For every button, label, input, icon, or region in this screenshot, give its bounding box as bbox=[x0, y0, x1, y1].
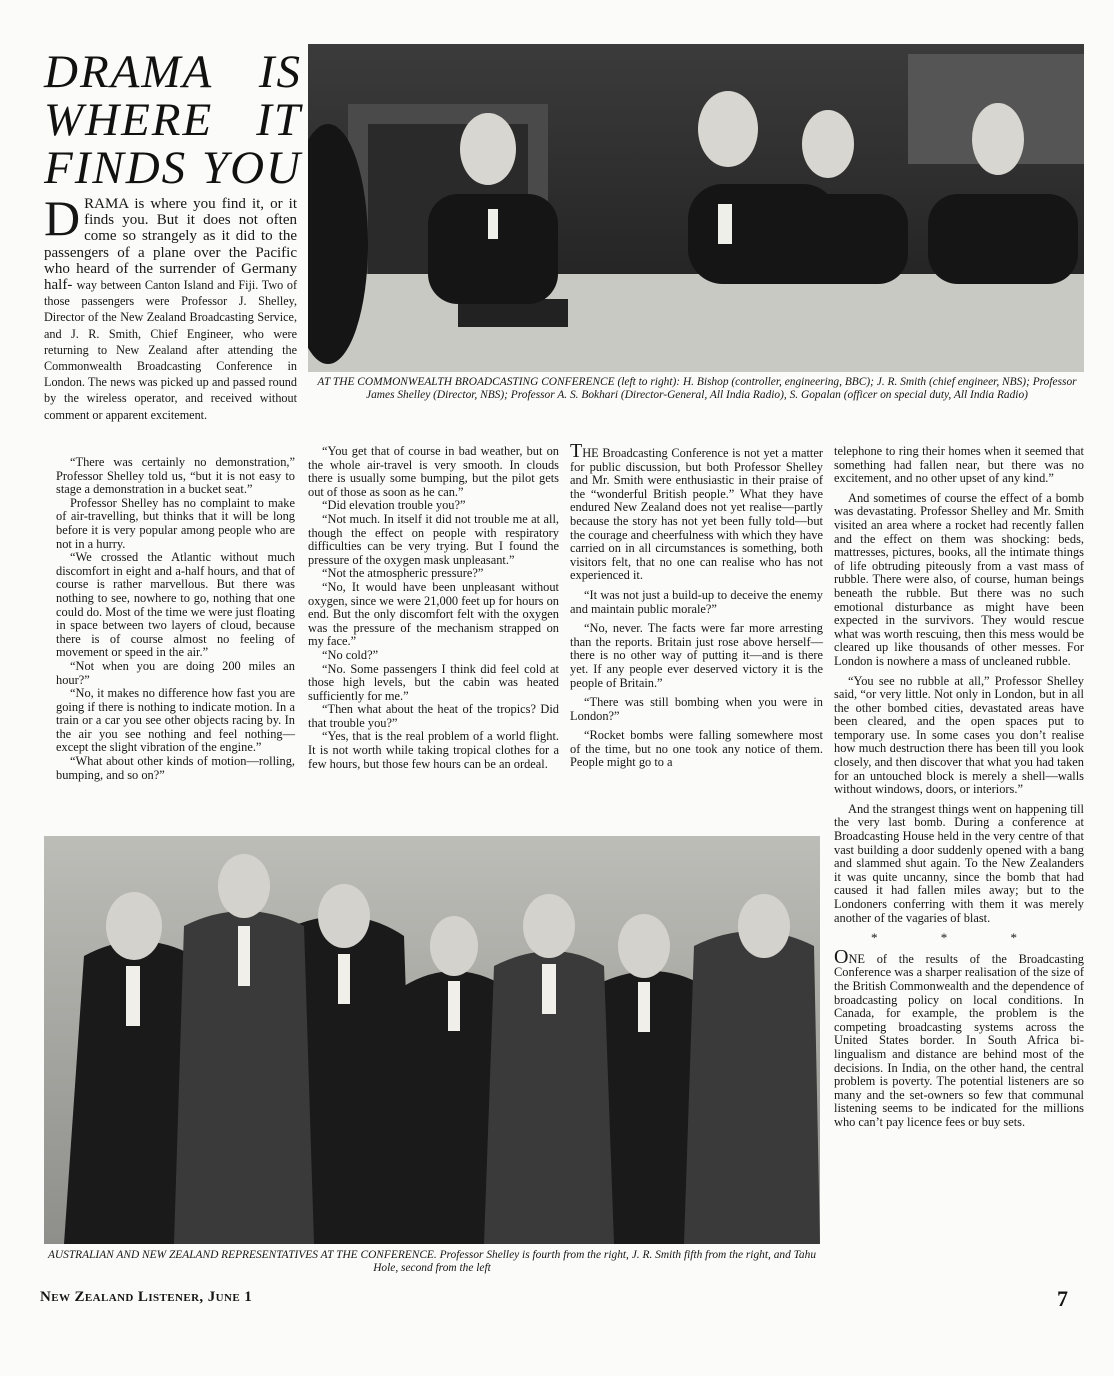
paragraph-first bbox=[570, 440, 823, 583]
paragraph: “No, it makes no difference how fast you are going if there is nothing to indicate motion. In a train or a car you see other objects racing by. In the air you see nothing and feel nothing—except the slight vibration of the engine.” bbox=[56, 686, 295, 755]
headline-line-2: WHERE IT bbox=[44, 94, 302, 146]
page-number: 7 bbox=[1057, 1286, 1068, 1311]
intro-paragraph bbox=[44, 190, 297, 423]
representatives-photo bbox=[44, 836, 820, 1244]
conference-table-image bbox=[308, 44, 1084, 372]
paragraph: “There was still bombing when you were in London?” bbox=[570, 695, 823, 723]
headline bbox=[44, 48, 302, 192]
paragraph: “You get that of course in bad weather, but on the whole air-travel is very smooth. In clouds there is usually some bumping, but the pilot gets out of those as soon as he can.” bbox=[308, 444, 559, 499]
paragraph: “Not the atmospheric pressure?” bbox=[322, 566, 484, 581]
caption-top-lead: AT THE COMMONWEALTH BROADCASTING CONFERENCE (left to right): bbox=[317, 376, 681, 388]
paragraph: “We crossed the Atlantic without much discomfort in eight and a-half hours, and that of course is rather marvellous. But there was nothing to see, nowhere to go, nothing that one could do. Most of the time we were just floating in space between two layers of cloud, because there is of course almost no feeling of movement or speed in the air.” bbox=[56, 550, 295, 660]
paragraph: “Not when you are doing 200 miles an hour?” bbox=[56, 658, 295, 687]
intro-lead: RAMA is where you find it, or it finds you. But it does not often come so strangely as it did to the passengers of a plane over the Pacific who heard of the surrender of Germany half- bbox=[44, 196, 297, 294]
column-3 bbox=[570, 440, 823, 770]
paragraph: “No. Some passengers I think did feel cold at those high levels, but the cabin was heated sufficiently for me.” bbox=[308, 661, 559, 703]
paragraph: “No, It would have been unpleasant without oxygen, since we were 21,000 feet up for hours on end. But the only discomfort felt with the oxygen was the pressure of the mechanism strapped on my face.” bbox=[308, 579, 559, 649]
caption-top bbox=[308, 376, 1086, 402]
publication-footer: New Zealand Listener, June 1 bbox=[40, 1289, 253, 1305]
column-4 bbox=[834, 445, 1084, 1130]
column-2 bbox=[308, 445, 559, 771]
paragraph: “Yes, that is the real problem of a world flight. It is not worth while taking tropical clothes for a few hours, but those few hours can be an ordeal. bbox=[308, 729, 559, 771]
caption-bottom-text: Professor Shelley is fourth from the right, J. R. Smith fifth from the right, and Tahu Hole, second from the left bbox=[373, 1249, 817, 1274]
column-1 bbox=[56, 456, 295, 782]
intro-rest: way between Canton Island and Fiji. Two of those passengers were Professor J. Shelley, Director of the New Zealand Broadcasting Service, and J. R. Smith, Chief Engineer, who were returning to New Zealand after attending the Commonwealth Broadcasting Conference in London. The news was picked up and passed round by the wireless operator, and received without comment or apparent excitement. bbox=[44, 278, 297, 422]
paragraph: “No, never. The facts were far more arresting than the reports. Britain just rose above herself—there is no other way of putting it—and is there yet. If any people ever deserved victory it is the people of Britain.” bbox=[570, 621, 823, 690]
caption-bottom bbox=[44, 1249, 820, 1275]
paragraph: “What about other kinds of motion—rolling, bumping, and so on?” bbox=[56, 754, 295, 782]
col4-first-text: NE of the results of the Broadcasting Conference was a sharper realisation of the size of the British Commonwealth and the dependence of broadcasting policy on local conditions. In Canada, for example, the problem is the competing broadcasting systems across the United States border. In South Africa bi-lingualism and distance are behind most of the decisions. In India, on the other hand, the central problem is poverty. The potential listeners are so many and the set-owners so few that communal listening seems to be indicated for the millions who can’t pay licence fees or buy sets. bbox=[834, 951, 1084, 1129]
paragraph: “No cold?” bbox=[322, 647, 379, 662]
paragraph: “It was not just a build-up to deceive the enemy and maintain public morale?” bbox=[570, 587, 823, 616]
headline-line-1: DRAMA IS bbox=[44, 46, 302, 98]
paragraph: telephone to ring their homes when it seemed that something had fallen near, but there was no excitement, and no other upset of any kind.” bbox=[834, 444, 1084, 486]
section-divider-stars: * * * bbox=[871, 930, 1047, 946]
conference-photo-top bbox=[308, 44, 1084, 372]
caption-bottom-lead: AUSTRALIAN AND NEW ZEALAND REPRESENTATIVES AT THE CONFERENCE. bbox=[47, 1249, 437, 1261]
caption-top-text: H. Bishop (controller, engineering, BBC); J. R. Smith (chief engineer, NBS); Professor James Shelley (Director, NBS); Professor A. S. Bokhari (Director-General, All India Radio), S. Gopalan (officer on special duty, All India Radio) bbox=[366, 376, 1077, 401]
col3-dropcap: T bbox=[570, 440, 583, 462]
group-portrait-image bbox=[44, 836, 820, 1244]
paragraph: “There was certainly no demonstration,” Professor Shelley told us, “but it is not easy to stage a demonstration in a bucket seat.” bbox=[56, 455, 295, 497]
paragraph: “Not much. In itself it did not trouble me at all, though the effect on people with respiratory difficulties can be very trying. But I found the pressure of the oxygen mask unpleasant.” bbox=[308, 511, 559, 567]
paragraph: And sometimes of course the effect of a bomb was devastating. Professor Shelley and Mr. Smith visited an area where a rocket had recently fallen and the effect on them was shocking: beds, mattresses, pictures, books, all the intimate things of life obtruding piteously from a vast mass of rubble. There were also, of course, human beings beneath the rubble. But there was no such emotional disturbance as might have been expected in the survivors. They would rescue what was worth rescuing, then this mess would be cleared up like thousands of other messes. For London is nowhere a mass of uncleaned rubble. bbox=[834, 490, 1084, 668]
paragraph: “Rocket bombs were falling somewhere most of the time, but no one took any notice of them. People might go to a bbox=[570, 728, 823, 770]
paragraph: Professor Shelley has no complaint to make of air-travelling, but thinks that it will be long before it is very popular among people who are not in a hurry. bbox=[56, 495, 295, 551]
col3-first-text: HE Broadcasting Conference is not yet a matter for public discussion, but both Professor Shelley and Mr. Smith were enthusiastic in their praise of the “wonderful British people.” What they have endured New Zealand does not yet realise—partly because the story has not yet been fully told—but the courage and cheerfulness with which they have carried on in all circumstances is something, both visitors felt, that no one can realise who has not experienced it. bbox=[570, 446, 823, 583]
paragraph-first bbox=[834, 945, 1084, 1130]
intro-dropcap: D bbox=[44, 190, 81, 246]
paragraph: “Did elevation trouble you?” bbox=[322, 498, 466, 513]
paragraph: “You see no rubble at all,” Professor Shelley said, “or very little. Not only in London, but in all the other bombed cities, devastated areas have been cleared, and the open spaces put to temporary use. In some cases you don’t realise how much destruction there has been till you look closely, and then discover that what you had taken for an untouched block is merely a shell—walls without windows, doors, or interiors.” bbox=[834, 673, 1084, 797]
paragraph: “Then what about the heat of the tropics? Did that trouble you?” bbox=[308, 702, 559, 730]
paragraph: And the strangest things went on happening till the very last bomb. During a conference at Broadcasting House held in the very centre of that vast building a door suddenly opened with a bang and slammed shut again. To the New Zealanders it was quite uncanny, since the bomb that had caused it had fallen miles away; but to the Londoners conferring with them it was merely another of the vagaries of blast. bbox=[834, 801, 1084, 925]
col4-dropcap: O bbox=[834, 945, 849, 968]
headline-line-3: FINDS YOU bbox=[44, 142, 302, 194]
